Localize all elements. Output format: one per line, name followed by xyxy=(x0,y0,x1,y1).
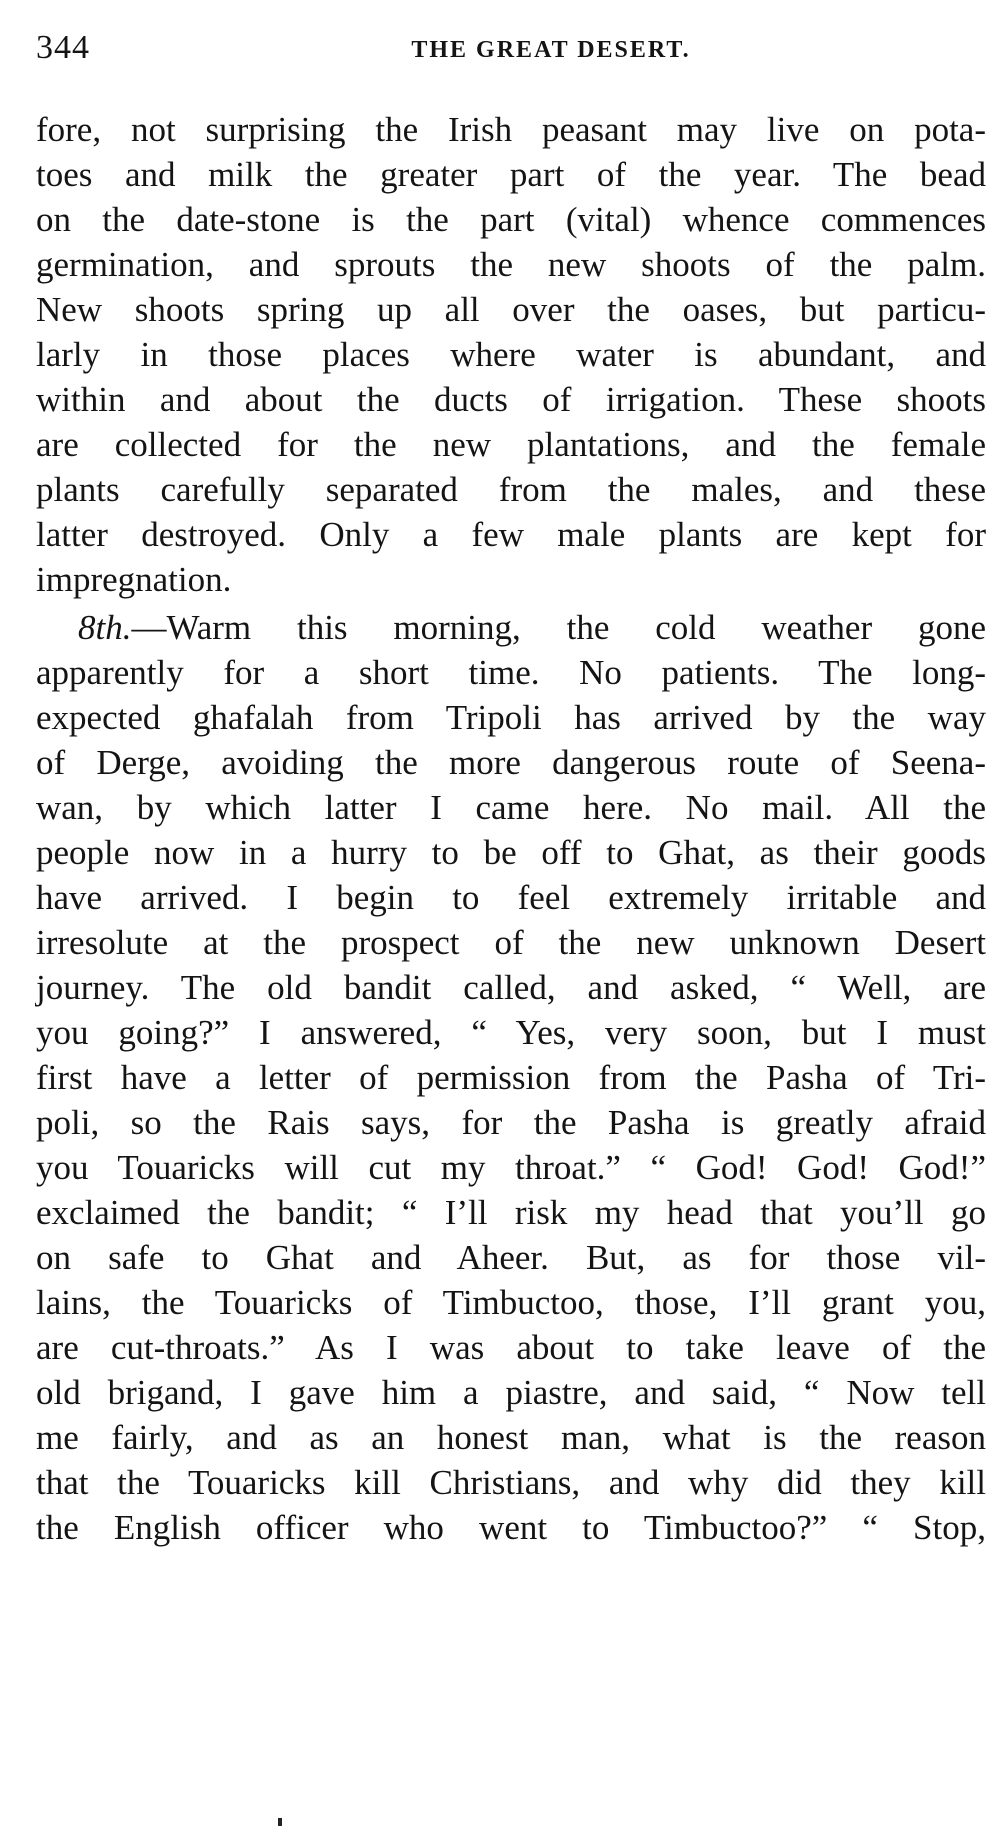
text-line: you Touaricks will cut my throat.” “ God! God! God!” xyxy=(36,1148,986,1187)
text-line: the English officer who went to Timbuctoo?” “ Stop, xyxy=(36,1508,986,1547)
text-line: expected ghafalah from Tripoli has arrived by the way xyxy=(36,698,986,737)
page-number: 344 xyxy=(36,29,90,66)
running-head xyxy=(36,28,976,68)
text-line: wan, by which latter I came here. No mail. All the xyxy=(36,788,986,827)
text-line: that the Touaricks kill Christians, and why did they kill xyxy=(36,1463,986,1502)
text-line: on the date-stone is the part (vital) whence commences xyxy=(36,200,986,239)
text-line: germination, and sprouts the new shoots of the palm. xyxy=(36,245,986,284)
text-line: irresolute at the prospect of the new unknown Desert xyxy=(36,923,986,962)
text-line: toes and milk the greater part of the year. The bead xyxy=(36,155,986,194)
text-line: New shoots spring up all over the oases, but particu- xyxy=(36,290,986,329)
entry-text: —Warm this morning, the cold weather gone xyxy=(131,608,986,647)
text-line: people now in a hurry to be off to Ghat, as their goods xyxy=(36,833,986,872)
text-line: are collected for the new plantations, and the female xyxy=(36,425,986,464)
text-line: you going?” I answered, “ Yes, very soon, but I must xyxy=(36,1013,986,1052)
text-line: exclaimed the bandit; “ I’ll risk my head that you’ll go xyxy=(36,1193,986,1232)
text-line: are cut-throats.” As I was about to take leave of the xyxy=(36,1328,986,1367)
print-speck xyxy=(278,1818,282,1826)
text-line: plants carefully separated from the males, and these xyxy=(36,470,986,509)
text-line: old brigand, I gave him a piastre, and said, “ Now tell xyxy=(36,1373,986,1412)
text-line: impregnation. xyxy=(36,560,232,599)
text-line: journey. The old bandit called, and asked, “ Well, are xyxy=(36,968,986,1007)
text-line: fore, not surprising the Irish peasant may live on pota- xyxy=(36,110,986,149)
text-line: apparently for a short time. No patients. The long- xyxy=(36,653,986,692)
text-line: of Derge, avoiding the more dangerous route of Seena- xyxy=(36,743,986,782)
text-line: on safe to Ghat and Aheer. But, as for those vil- xyxy=(36,1238,986,1277)
date-marker: 8th. xyxy=(78,608,132,647)
running-title: THE GREAT DESERT. xyxy=(411,37,691,63)
text-line: latter destroyed. Only a few male plants are kept for xyxy=(36,515,986,554)
text-line: poli, so the Rais says, for the Pasha is greatly afraid xyxy=(36,1103,986,1142)
text-line: lains, the Touaricks of Timbuctoo, those, I’ll grant you, xyxy=(36,1283,986,1322)
text-line xyxy=(78,603,986,653)
text-line: larly in those places where water is abundant, and xyxy=(36,335,986,374)
text-line: first have a letter of permission from the Pasha of Tri- xyxy=(36,1058,986,1097)
text-line: have arrived. I begin to feel extremely irritable and xyxy=(36,878,986,917)
text-line: within and about the ducts of irrigation. These shoots xyxy=(36,380,986,419)
text-line: me fairly, and as an honest man, what is the reason xyxy=(36,1418,986,1457)
